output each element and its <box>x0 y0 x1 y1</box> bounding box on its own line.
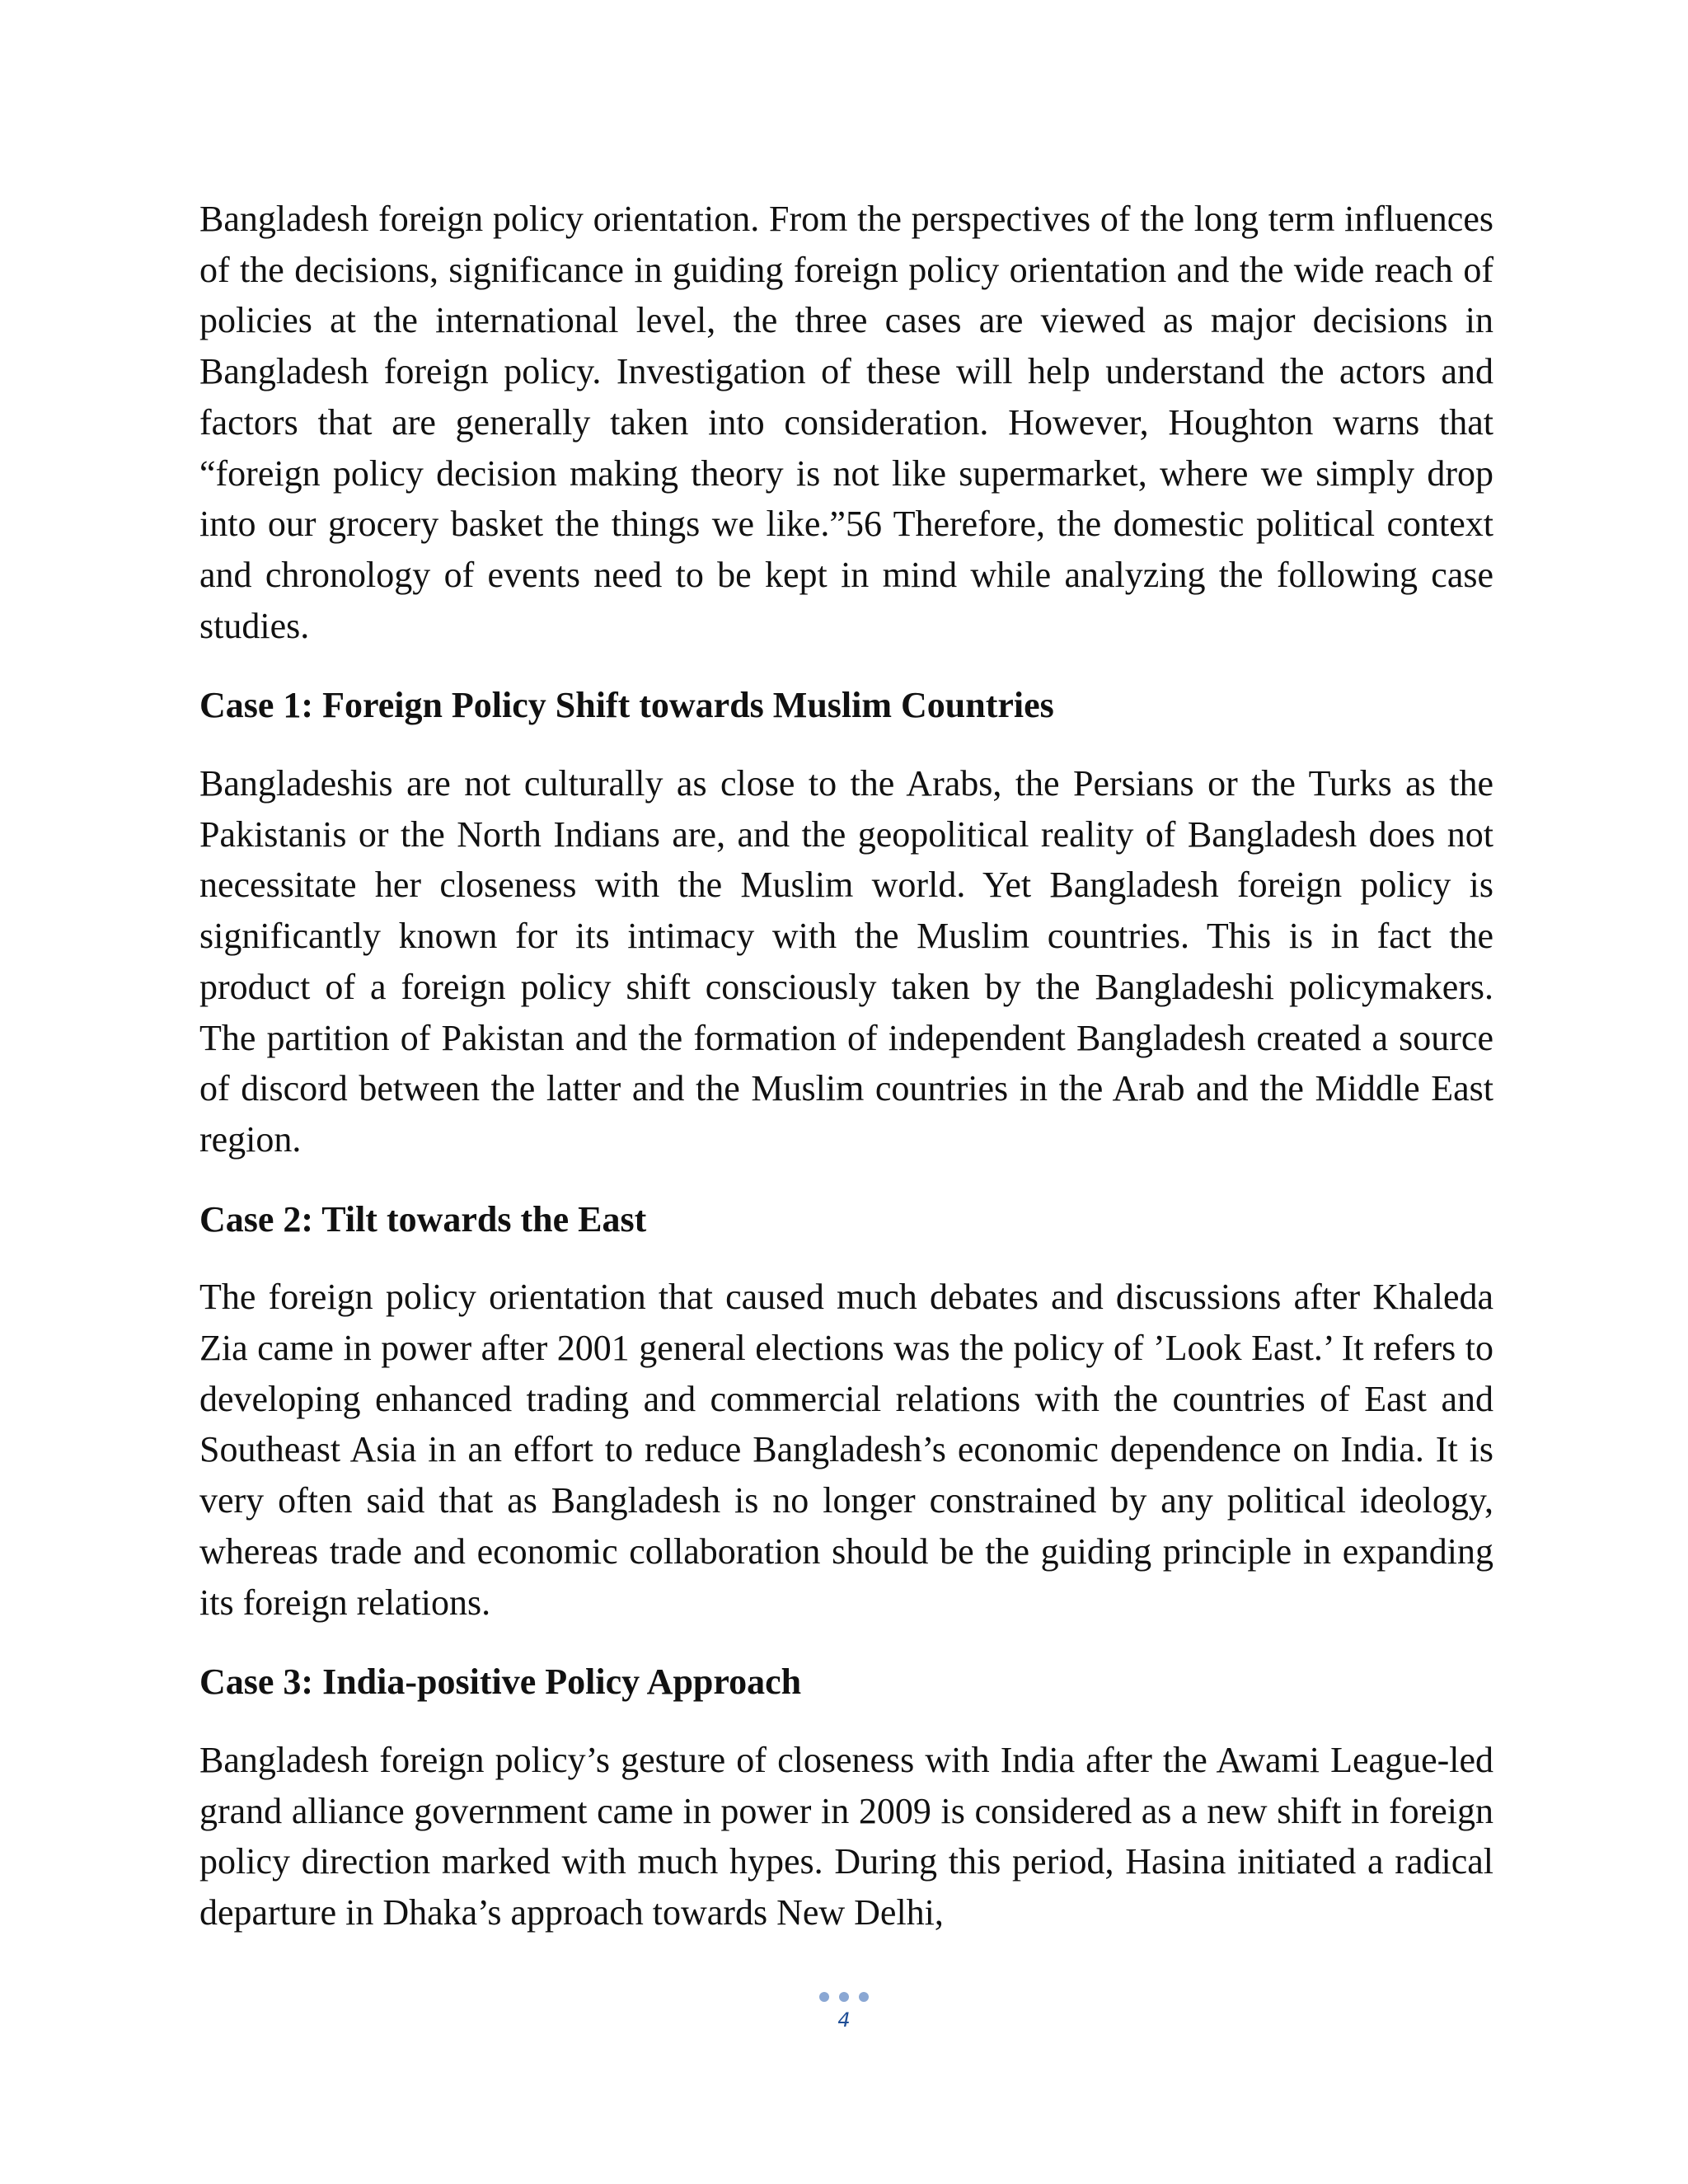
page-footer <box>0 1991 1688 2032</box>
dot-icon <box>859 1992 869 2002</box>
ellipsis-dots-icon <box>819 1991 869 2003</box>
section-body-case-2: The foreign policy orientation that caused much debates and discussions after Khaleda Zia came in power after 2001 general elections was the policy of ’Look East.’ It refers to developing enhanced trading and commercial relations with the countries of East and Southeast Asia in an effort to reduce Bangladesh’s economic dependence on India. It is very often said that as Bangladesh is no longer constrained by any political ideology, whereas trade and economic collaboration should be the guiding principle in expanding its foreign relations. <box>199 1277 1493 1623</box>
dot-icon <box>819 1992 829 2002</box>
section-heading-case-2: Case 2: Tilt towards the East <box>199 1198 647 1240</box>
page-number: 4 <box>837 2008 851 2032</box>
section-body-case-3: Bangladesh foreign policy’s gesture of closeness with India after the Awami League-led grand alliance government came in power in 2009 is considered as a new shift in foreign policy direction marked with much hypes. During this period, Hasina initiated a radical departure in Dhaka’s approach towards New Delhi, <box>199 1739 1493 1933</box>
intro-paragraph: Bangladesh foreign policy orientation. From the perspectives of the long term influences of the decisions, significance in guiding foreign policy orientation and the wide reach of policies at the international level, the three cases are viewed as major decisions in Bangladesh foreign policy. Investigation of these will help understand the actors and factors that are generally taken into consideration. However, Houghton warns that “foreign policy decision making theory is not like supermarket, where we simply drop into our grocery basket the things we like.”56 Therefore, the domestic political context and chronology of events need to be kept in mind while analyzing the following case studies. <box>199 199 1493 646</box>
dot-icon <box>839 1992 849 2002</box>
section-heading-case-3: Case 3: India-positive Policy Approach <box>199 1661 802 1703</box>
section-body-case-1: Bangladeshis are not culturally as close to the Arabs, the Persians or the Turks as the Pakistanis or the North Indians are, and the geopolitical reality of Bangladesh does not necessitate her closeness with the Muslim world. Yet Bangladesh foreign policy is significantly known for its intimacy with the Muslim countries. This is in fact the product of a foreign policy shift consciously taken by the Bangladeshi policymakers. The partition of Pakistan and the formation of independent Bangladesh created a source of discord between the latter and the Muslim countries in the Arab and the Middle East region. <box>199 763 1493 1160</box>
section-heading-case-1: Case 1: Foreign Policy Shift towards Muslim Countries <box>199 685 1054 726</box>
document-body <box>199 194 1493 1938</box>
